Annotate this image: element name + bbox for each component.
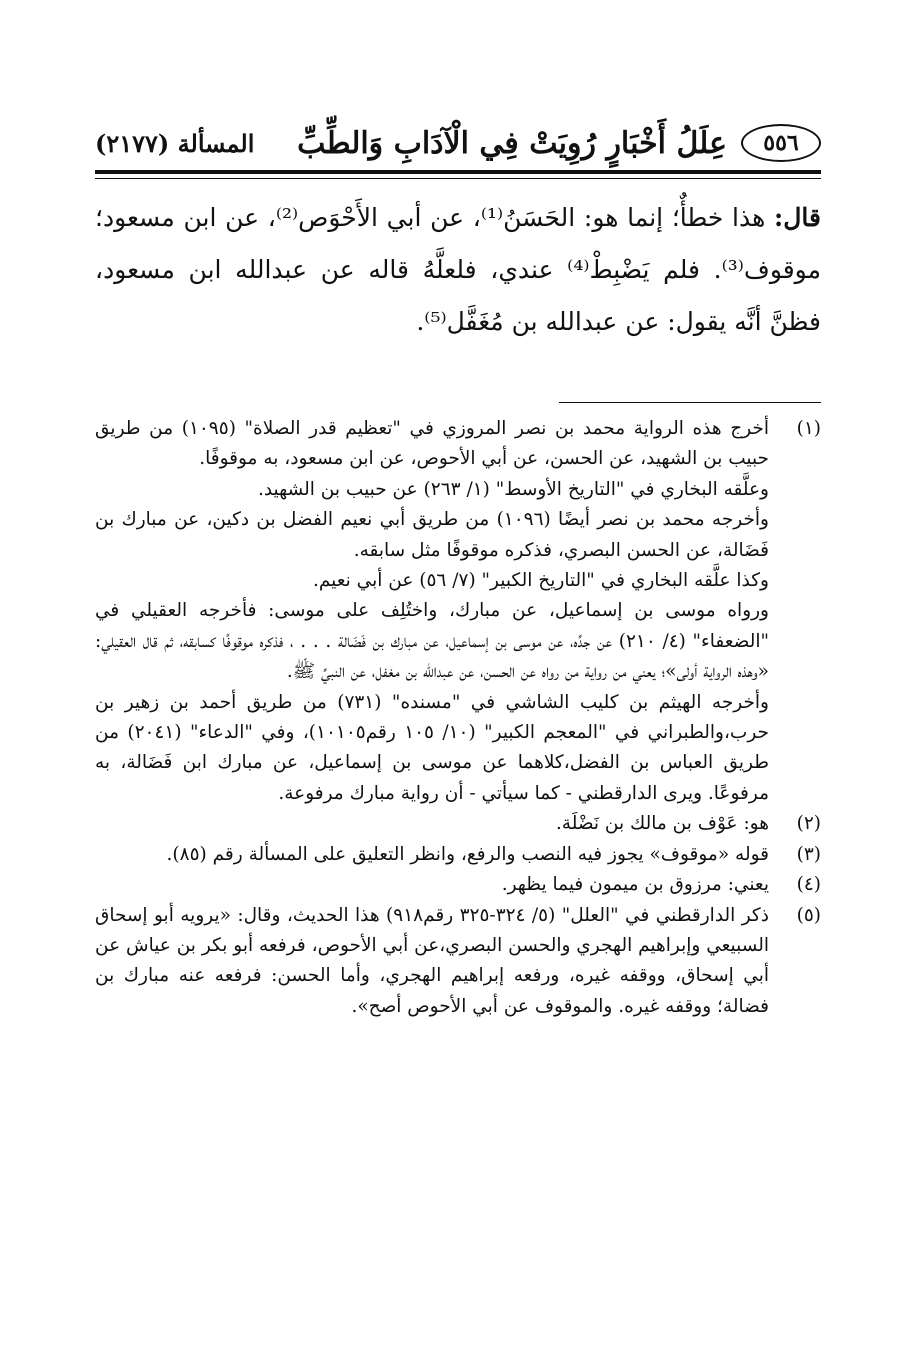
footnote-number: (١) bbox=[796, 418, 821, 439]
page-number-badge: ٥٥٦ bbox=[741, 124, 821, 162]
footnote-5 bbox=[95, 901, 821, 1023]
footnote-paragraph: هو: عَوْف بن مالك بن نَضْلَة. bbox=[555, 813, 769, 835]
running-title: عِلَلُ أَخْبَارٍ رُوِيَتْ فِي الْآدَابِ وَالطِّبِّ bbox=[297, 125, 727, 161]
footnote-number: (٣) bbox=[796, 843, 821, 865]
footnote-body bbox=[95, 809, 769, 839]
footnote-paragraph: قوله «موقوف» يجوز فيه النصب والرفع، وانظر التعليق على المسألة رقم (٨٥). bbox=[166, 843, 769, 865]
footnote-number: (٤) bbox=[796, 874, 821, 896]
footnote-paragraph: وأخرجه محمد بن نصر أيضًا (١٠٩٦) من طريق أبي نعيم الفضل بن دكين، عن مبارك بن فَضَالة، عن الحسن البصري، فذكره موقوفًا مثل سابقه. bbox=[95, 509, 769, 561]
footnote-3 bbox=[95, 840, 821, 870]
qala-word: قال: bbox=[774, 203, 821, 232]
footnote-body bbox=[95, 840, 769, 870]
footnote-paragraph: ورواه موسى بن إسماعيل، عن مبارك، واختُلِف على موسى: فأخرجه العقيلي في "الضعفاء" (٤/ ٢١٠) عن جدِّه، عن موسى بن إسماعيل، عن مبارك بن فَضَالة . . . ، فذكره موقوفًا كسابقه، ثم قال العقيلي: «وهذه الرواية أولى»؛ يعني من رواية من رواه عن الحسن، عن عبدالله بن مغفل، عن النبيِّ ﷺ. bbox=[95, 600, 769, 683]
header-rule-thick bbox=[95, 170, 821, 174]
footnote-body bbox=[95, 414, 769, 809]
issue-label: المسألة (٢١٧٧) bbox=[95, 128, 255, 158]
footnote-separator bbox=[559, 402, 821, 403]
page-header bbox=[95, 118, 821, 168]
footnote-body bbox=[95, 901, 769, 1023]
footnote-paragraph: وأخرجه الهيثم بن كليب الشاشي في "مسنده" (٧٣١) من طريق أحمد بن زهير بن حرب،والطبراني في "المعجم الكبير" (١٠/ ١٠٥ رقم١٠١٠٥)، وفي "الدعاء" (٢٠٤١) من طريق العباس بن الفضل،كلاهما عن موسى بن إسماعيل، عن مبارك ابن فَضَالة، به مرفوعًا. ويرى الدارقطني - كما سيأتي - أن رواية مبارك مرفوعة. bbox=[95, 691, 769, 804]
footnote-paragraph: وعلَّقه البخاري في "التاريخ الأوسط" (١/ ٢٦٣) عن حبيب بن الشهيد. bbox=[257, 478, 769, 500]
footnote-number: (٢) bbox=[796, 813, 821, 835]
footnote-paragraph: يعني: مرزوق بن ميمون فيما يظهر. bbox=[501, 874, 769, 896]
footnote-paragraph: وكذا علَّقه البخاري في "التاريخ الكبير" (٧/ ٥٦) عن أبي نعيم. bbox=[312, 570, 769, 592]
footnote-4 bbox=[95, 870, 821, 900]
main-body: هذا خطأٌ؛ إنما هو: الحَسَنُ⁽¹⁾، عن أبي الأَحْوَص⁽²⁾، عن ابن مسعود؛ موقوف⁽³⁾. فلم يَضْبِطْ⁽⁴⁾ عندي، فلعلَّهُ قاله عن عبدالله ابن مسعود، فظنَّ أنَّه يقول: عن عبدالله بن مُغَفَّل⁽⁵⁾. bbox=[95, 203, 821, 336]
main-paragraph bbox=[95, 192, 821, 348]
footnotes bbox=[95, 414, 821, 1022]
main-text bbox=[95, 192, 821, 348]
footnote-paragraph: أخرج هذه الرواية محمد بن نصر المروزي في "تعظيم قدر الصلاة" (١٠٩٥) من طريق حبيب بن الشهيد، عن الحسن، عن أبي الأحوص، عن ابن مسعود، به موقوفًا. bbox=[95, 418, 769, 470]
footnote-body bbox=[95, 870, 769, 900]
footnote-1 bbox=[95, 414, 821, 809]
footnote-2 bbox=[95, 809, 821, 839]
footnote-paragraph: ذكر الدارقطني في "العلل" (٥/ ٣٢٤-٣٢٥ رقم٩١٨) هذا الحديث، وقال: «يرويه أبو إسحاق السبيعي وإبراهيم الهجري والحسن البصري،عن أبي الأحوص، فرفعه أبو بكر بن عياش عن أبي إسحاق، ووقفه غيره، ورفعه إبراهيم الهجري، وأما الحسن: فرفعه عنه مبارك بن فضالة؛ ووقفه غيره. والموقوف عن أبي الأحوص أصح». bbox=[94, 904, 769, 1017]
footnote-number: (٥) bbox=[796, 904, 821, 926]
header-rule-thin bbox=[95, 178, 821, 179]
